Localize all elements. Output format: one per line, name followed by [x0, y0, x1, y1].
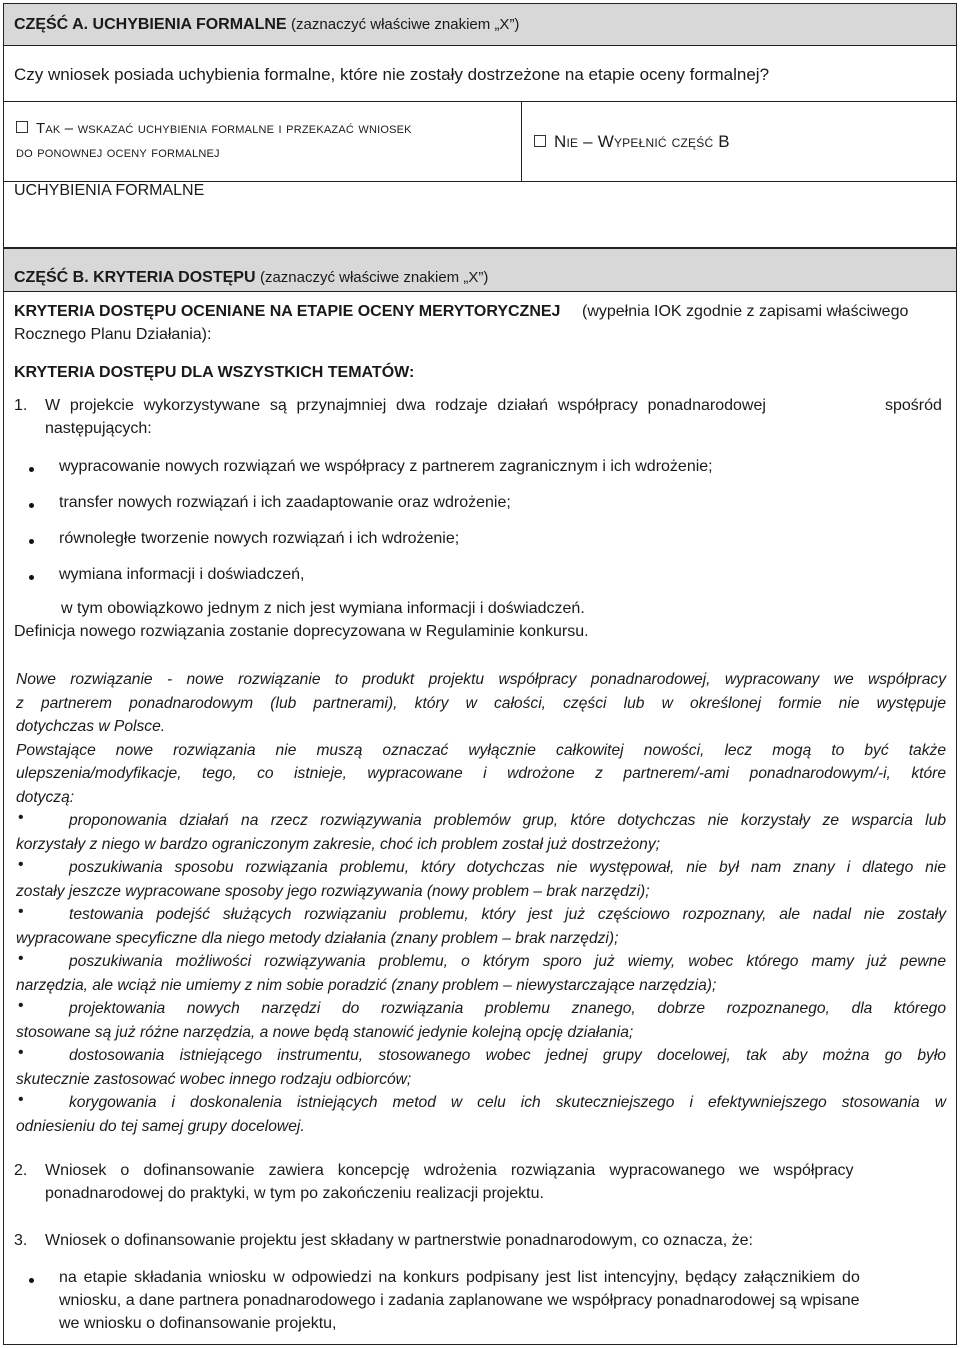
- criterion-1-after1: w tym obowiązkowo jednym z nich jest wymiana informacji i doświadczeń.: [61, 600, 585, 617]
- criterion-1-after2: Definicja nowego rozwiązania zostanie doprecyzowana w Regulaminie konkursu.: [14, 623, 589, 640]
- criterion-3-item-line: wniosku, a dane partnera ponadnarodowego i zadania zaplanowane we współpracy ponadnarodowej są wpisane: [59, 1292, 860, 1309]
- part-a-header: [4, 4, 956, 46]
- definition-line: dostosowania istniejącego instrumentu, stosowanego wobec jednej grupy docelowej, tak aby można go było: [69, 1047, 946, 1064]
- checkbox-yes[interactable]: [16, 121, 28, 133]
- criterion-3-line1: Wniosek o dofinansowanie projektu jest składany w partnerstwie ponadnarodowym, co oznacza, że:: [45, 1232, 753, 1249]
- list-item: równoległe tworzenie nowych rozwiązań i ich wdrożenie;: [59, 530, 460, 547]
- definition-block: [16, 668, 946, 1138]
- criterion-3-item-line: we wniosku o dofinansowanie projektu,: [59, 1315, 337, 1332]
- bullet-icon: •: [18, 950, 24, 967]
- definition-line: testowania podejść służących rozwiązaniu problemu, który jest już częściowo rozpoznany, ale nadal nie zostały: [69, 906, 946, 923]
- document-page: [3, 3, 957, 1345]
- definition-line: wypracowane specyficzne dla niego metody działania (znany problem – brak narzędzi);: [16, 929, 619, 947]
- criterion-3-item-line: na etapie składania wniosku w odpowiedzi na konkurs podpisany jest list intencyjny, będący załącznikiem do: [59, 1269, 860, 1286]
- definition-line: zostały jeszcze wypracowane sposoby jego rozwiązywania (nowy problem – brak narzędzi);: [16, 882, 650, 900]
- part-b-note: (zaznaczyć właściwe znakiem „X”): [259, 269, 489, 286]
- part-b-title: CZĘŚĆ B. KRYTERIA DOSTĘPU: [14, 269, 256, 286]
- definition-line: proponowania działań na rzecz rozwiązywania problemów grup, które dotychczas nie korzystały ze wsparcia lub: [69, 812, 946, 829]
- bullet-icon: [29, 467, 34, 472]
- bullet-icon: •: [18, 856, 24, 873]
- bullet-icon: •: [18, 1044, 24, 1061]
- definition-line: projektowania nowych narzędzi do rozwiązania problemu znanego, dobrze rozpoznanego, dla którego: [69, 1000, 946, 1017]
- definition-line: Powstające nowe rozwiązania nie muszą oznaczać wyłącznie całkowitej nowości, lecz mogą to być także: [16, 741, 946, 759]
- option-no[interactable]: [534, 132, 730, 152]
- option-yes-line2: do ponownej oceny formalnej: [16, 144, 220, 161]
- criterion-2-line2: ponadnarodowej do praktyki, w tym po zakończeniu realizacji projektu.: [45, 1185, 544, 1202]
- options-divider: [521, 102, 522, 181]
- list-item: transfer nowych rozwiązań i ich zaadaptowanie oraz wdrożenie;: [59, 494, 511, 511]
- criterion-2-number: 2.: [14, 1162, 28, 1179]
- criterion-1-line1: W projekcie wykorzystywane są przynajmniej dwa rodzaje działań współpracy ponadnarodowej: [45, 397, 766, 414]
- intro-rest-line2: Rocznego Planu Działania):: [14, 326, 212, 343]
- bullet-icon: [29, 575, 34, 580]
- part-a-title: CZĘŚĆ A. UCHYBIENIA FORMALNE: [14, 16, 287, 33]
- criterion-1-word: spośród: [885, 397, 942, 414]
- bullet-icon: •: [18, 903, 24, 920]
- part-b-header: [4, 248, 956, 292]
- part-b-intro: [14, 303, 560, 321]
- bullet-icon: [29, 539, 34, 544]
- bullet-icon: [29, 503, 34, 508]
- part-a-note: (zaznaczyć właściwe znakiem „X”): [291, 16, 520, 33]
- definition-line: stosowane są już różne narzędzia, a nowe będą stanowić jedynie kolejną opcję działania;: [16, 1023, 634, 1041]
- intro-bold: KRYTERIA DOSTĘPU OCENIANE NA ETAPIE OCENY MERYTORYCZNEJ: [14, 303, 561, 320]
- bullet-icon: [29, 1278, 34, 1283]
- definition-line: ulepszenia/modyfikacje, tego, co istnieje, wypracowane i wdrożone z partnerem/-ami ponadnarodowym/-i, które: [16, 765, 946, 782]
- option-yes[interactable]: [16, 120, 412, 137]
- list-item: wypracowanie nowych rozwiązań we współpracy z partnerem zagranicznym i ich wdrożenie;: [59, 458, 713, 475]
- intro-rest-line1: (wypełnia IOK zgodnie z zapisami właściwego: [582, 303, 909, 320]
- all-topics-heading: KRYTERIA DOSTĘPU DLA WSZYSTKICH TEMATÓW:: [14, 364, 415, 381]
- definition-line: dotyczą:: [16, 788, 75, 806]
- option-yes-label: Tak – wskazać uchybienia formalne i przekazać wniosek: [36, 120, 412, 137]
- bullet-icon: •: [18, 809, 24, 826]
- definition-line: z partnerem ponadnarodowym (lub partnerami), który w całości, części lub w określonej formie nie występuje: [16, 694, 946, 712]
- definition-line: Nowe rozwiązanie - nowe rozwiązanie to produkt projektu współpracy ponadnarodowej, wypracowany we współpracy: [16, 671, 946, 688]
- uchybienia-field[interactable]: [4, 182, 956, 248]
- bullet-icon: •: [18, 1091, 24, 1108]
- criterion-3-number: 3.: [14, 1232, 28, 1249]
- definition-line: odniesieniu do tej samej grupy docelowej.: [16, 1117, 305, 1135]
- checkbox-no[interactable]: [534, 135, 546, 147]
- definition-line: korzystały z niego w bardzo ograniczonym zakresie, choć ich problem został już dostrzeżony;: [16, 835, 660, 853]
- part-a-question: Czy wniosek posiada uchybienia formalne, które nie zostały dostrzeżone na etapie oceny formalnej?: [14, 65, 770, 84]
- criterion-2-line1: Wniosek o dofinansowanie zawiera koncepcję wdrożenia rozwiązania wypracowanego we współpracy: [45, 1162, 854, 1179]
- list-item: wymiana informacji i doświadczeń,: [59, 566, 305, 583]
- uchybienia-label: UCHYBIENIA FORMALNE: [14, 182, 205, 199]
- option-no-label: Nie – Wypełnić część B: [554, 132, 730, 151]
- definition-line: poszukiwania sposobu rozwiązania problemu, który dotychczas nie występował, nie był nam znany i dlatego nie: [69, 859, 946, 876]
- definition-line: narzędzia, ale wciąż nie umiemy z nim sobie poradzić (znany problem – niewystarczające narzędzia);: [16, 976, 717, 994]
- definition-line: dotychczas w Polsce.: [16, 718, 166, 735]
- definition-line: poszukiwania możliwości rozwiązywania problemu, o którym sporo już wiemy, wobec którego mamy już pewne: [69, 953, 946, 970]
- part-a-options-row: [4, 102, 956, 182]
- part-a-question-row: [4, 46, 956, 102]
- definition-line: skutecznie zastosować wobec innego rodzaju odbiorców;: [16, 1070, 412, 1088]
- criterion-1-number: 1.: [14, 397, 28, 414]
- bullet-icon: •: [18, 997, 24, 1014]
- definition-line: korygowania i doskonalenia istniejących metod w celu ich skuteczniejszego i efektywniejszego stosowania w: [69, 1094, 946, 1111]
- criterion-1-line2: następujących:: [45, 420, 152, 437]
